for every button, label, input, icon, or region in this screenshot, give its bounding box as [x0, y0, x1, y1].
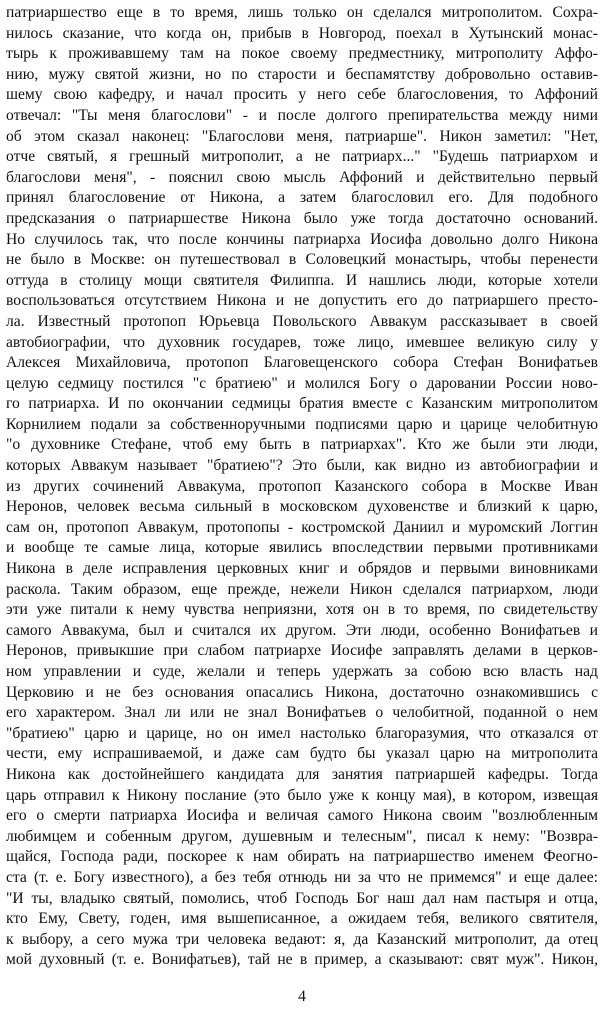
body-text: [6, 3, 598, 971]
text-line: его о смерти патриарха Иосифа и величая самого Никона своим "возлюбленным: [6, 807, 598, 825]
text-line: патриаршество еще в то время, лишь только он сделался митрополитом. Сохра-: [6, 4, 598, 21]
text-line: ста (т. е. Богу известного), а без тебя отнюдь ни за что не примемся" и еще далее:: [6, 868, 598, 886]
text-line: эти уже питали к нему чувства неприязни, хотя он в то время, по свидетельству: [6, 601, 598, 619]
text-line: любимцем и собенным другом, душевным и телесным", писал к нему: "Возвра-: [6, 827, 598, 845]
text-line: тырь к проживавшему там на покое своему предместнику, митрополиту Аффо-: [6, 45, 598, 63]
text-line: благослови меня", - пояснил свою мысль Аффоний и действительно первый: [6, 168, 598, 186]
text-line: "о духовнике Стефане, чтоб ему быть в патриархах". Кто же были эти люди,: [6, 436, 598, 454]
text-line: ла. Известный протопоп Юрьевца Повольского Аввакум рассказывает в своей: [6, 312, 598, 330]
text-line: самого Аввакума, был и считался их другом. Эти люди, особенно Вонифатьев и: [6, 621, 598, 639]
text-line: воспользоваться отсутствием Никона и не допустить его до патриаршего престо-: [6, 292, 598, 310]
text-line: Никона в деле исправления церковных книг и обрядов и первыми виновниками: [6, 560, 598, 578]
text-line: царь отправил к Никону послание (это было уже к концу мая), в котором, извещая: [6, 786, 598, 804]
text-line: отвечал: "Ты меня благослови" - и после долгого препирательства между ними: [6, 106, 598, 124]
text-line: нилось сказание, что когда он, прибыв в Новгород, поехал в Хутынский монас-: [6, 24, 598, 42]
text-line: щайся, Господа ради, поскорее к нам обирать на патриаршество именем Феогно-: [6, 848, 598, 866]
text-line: "И ты, владыко святый, помолись, чтоб Господь Бог наш дал нам пастыря и отца,: [6, 889, 598, 907]
text-line: Алексея Михайловича, протопоп Благовещенского собора Стефан Вонифатьев: [6, 354, 598, 372]
text-line: Неронов, привыкшие при слабом патриархе Иосифе заправлять делами в церков-: [6, 642, 598, 660]
text-line: ном управлении и суде, желали и теперь удержать за собою всю власть над: [6, 663, 598, 680]
text-line: которых Аввакум называет "братиею"? Это были, как видно из автобиографии и: [6, 457, 598, 475]
text-line: раскола. Таким образом, еще прежде, нежели Никон сделался патриархом, люди: [6, 580, 598, 598]
text-line: оттуда в столицу мощи святителя Филиппа. И нашлись люди, которые хотели: [6, 271, 598, 289]
text-line: отче святый, я грешный митрополит, а не патриарх..." "Будешь патриархом и: [6, 148, 598, 166]
text-line: к выбору, а сего мужа три человека ведают: я, да Казанский митрополит, да отец: [6, 930, 598, 948]
text-line: автобиографии, что духовник государев, тоже лицо, имевшее великую силу у: [6, 333, 598, 351]
text-line: "братиею" царю и царице, но он имел настолько благоразумия, что отказался от: [6, 724, 598, 742]
text-line: об этом сказал наконец: "Благослови меня, патриарше". Никон заметил: "Нет,: [6, 127, 598, 145]
text-line: Никона как достойнейшего кандидата для занятия патриаршей кафедры. Тогда: [6, 765, 598, 783]
page-number: 4: [298, 988, 306, 1005]
text-line: сам он, протопоп Аввакум, протопопы - костромской Даниил и муромский Логгин: [6, 518, 598, 536]
text-line: целую седмицу постился "с братиею" и молился Богу о даровании России ново-: [6, 374, 598, 392]
text-line: из других сочинений Аввакума, протопоп Казанского собора в Москве Иван: [6, 477, 598, 495]
text-line: нию, мужу святой жизни, но по старости и беспамятству добровольно оставив-: [6, 65, 598, 83]
text-line: не было в Москве: он путешествовал в Соловецкий монастырь, чтобы перенести: [6, 251, 598, 269]
text-line: кто Ему, Свету, годен, имя вышеписанное, а ожидаем тебя, великого святителя,: [6, 910, 598, 928]
text-line: шему свою кафедру, и начал просить у него себе благословения, то Аффоний: [6, 86, 598, 104]
text-line: Корнилием подали за собственноручными подписями царю и царице челобитную: [6, 415, 598, 433]
text-line: и вообще те самые лица, которые явились впоследствии первыми противниками: [6, 539, 598, 557]
text-line: чести, ему испрашиваемой, и даже сам будто бы указал царю на митрополита: [6, 745, 598, 763]
text-line: его характером. Знал ли или не знал Вонифатьев о челобитной, поданной о нем: [6, 704, 598, 722]
text-line: Но случилось так, что после кончины патриарха Иосифа довольно долго Никона: [6, 230, 598, 248]
text-line: принял благословение от Никона, а затем благословил его. Для подобного: [6, 189, 598, 207]
text-line: го патриарха. И по окончании седмицы братия вместе с Казанским митрополитом: [6, 395, 598, 413]
text-line: мой духовный (т. е. Вонифатьев), тай не в пример, а сказывают: свят муж". Никон,: [6, 951, 598, 969]
text-line: предсказания о патриаршестве Никона было уже тогда достаточно оснований.: [6, 209, 598, 227]
text-line: Неронов, человек весьма сильный в московском духовенстве и близкий к царю,: [6, 498, 598, 516]
text-line: Церковию и не без основания опасались Никона, достаточно ознакомившись с: [6, 683, 598, 701]
